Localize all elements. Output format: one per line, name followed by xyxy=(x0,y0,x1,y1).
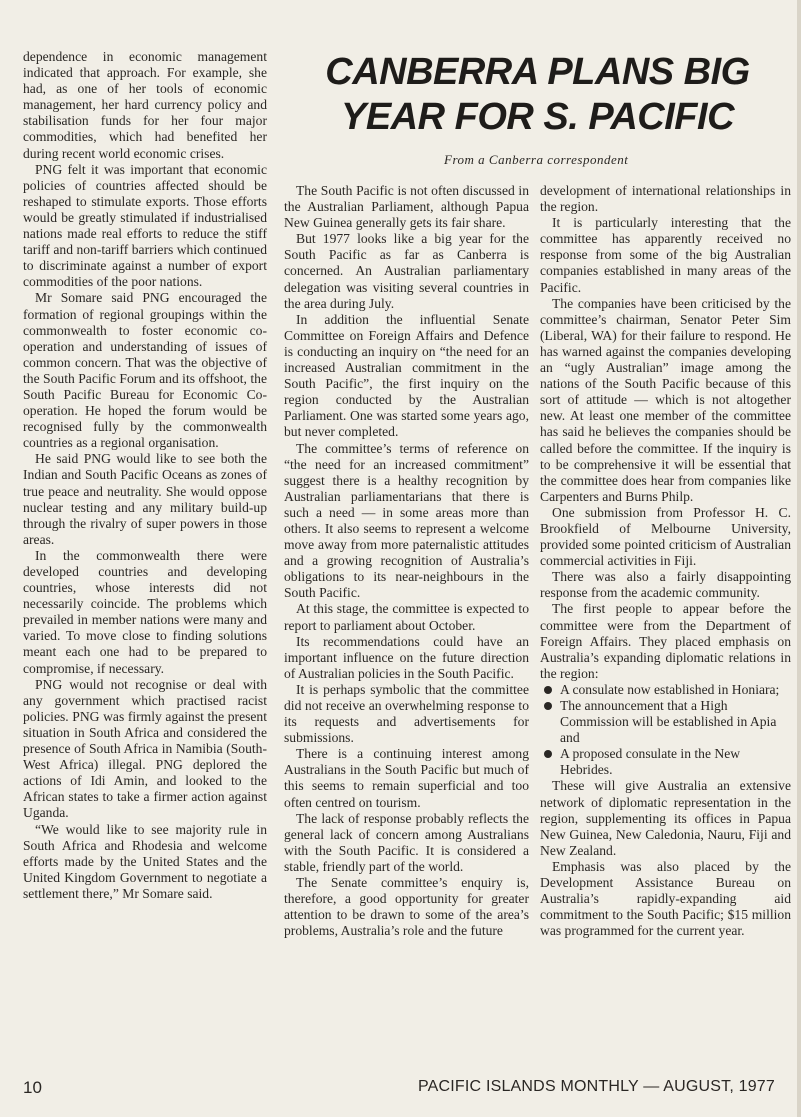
byline: From a Canberra correspondent xyxy=(444,152,629,167)
paragraph: He said PNG would like to see both the Indian and South Pacific Oceans as zones of true peace and neutrality. She would oppose nuclear testing and any military build-up through the rivalry of super powers in those areas. xyxy=(23,451,267,547)
paragraph: There was also a fairly disappointing response from the academic community. xyxy=(540,569,791,601)
paragraph: The South Pacific is not often discussed in the Australian Parliament, although Papua New Guinea generally gets its fair share. xyxy=(284,183,529,231)
paragraph: development of international relationships in the region. xyxy=(540,183,791,215)
bullet-item: The announcement that a High Commission will be established in Apia and xyxy=(540,698,791,746)
paragraph: It is particularly interesting that the committee has apparently received no response from some of the big Australian companies established in many areas of the Pacific. xyxy=(540,215,791,295)
paragraph: In addition the influential Senate Committee on Foreign Affairs and Defence is conducting an inquiry on “the need for an increased Australian commitment in the South Pacific”, the first inquiry on the region conducted by the Australian Parliament. One was started some years ago, but never completed. xyxy=(284,311,529,440)
paragraph: The committee’s terms of reference on “the need for an increased commitment” suggest there is a healthy recognition by Australian parliamentarians that there is such a need — in some areas more than others. It also seems to represent a welcome move away from more paternalistic attitudes and a growing recognition of Australia’s obligations to its near-neighbours in the South Pacific. xyxy=(284,440,529,601)
column-1 xyxy=(23,49,267,902)
paragraph: “We would like to see majority rule in South Africa and Rhodesia and welcome efforts made by the United States and the United Kingdom Government to negotiate a settlement there,” Mr Somare said. xyxy=(23,821,267,901)
bullet-list xyxy=(540,682,791,779)
paragraph: In the commonwealth there were developed countries and developing countries, whose interests did not necessarily coincide. The problems which prevailed in member nations were many and varied. To move close to finding solutions meant each one had to be prepared to compromise, if necessary. xyxy=(23,547,267,676)
paragraph: Its recommendations could have an important influence on the future direction of Australian policies in the South Pacific. xyxy=(284,633,529,681)
paragraph: Mr Somare said PNG encouraged the formation of regional groupings within the commonwealth to foster economic co-operation and understanding of issues of common concern. That was the objective of the South Pacific Forum and its offshoot, the South Pacific Bureau for Economic Co-operation. He hoped the forum would be recognised fully by the commonwealth countries as a regional organisation. xyxy=(23,290,267,451)
paragraph: The Senate committee’s enquiry is, therefore, a good opportunity for greater attention to be drawn to some of the area’s problems, Australia’s role and the future xyxy=(284,875,529,939)
column-2 xyxy=(284,183,529,939)
paragraph: The first people to appear before the committee were from the Department of Foreign Affairs. They placed emphasis on Australia’s expanding diplomatic relations in the region: xyxy=(540,601,791,681)
bullet-item: A proposed consulate in the New Hebrides. xyxy=(540,746,791,778)
paragraph: PNG felt it was important that economic policies of countries affected should be reshaped to stimulate exports. Those efforts would be greatly stimulated if industrialised nations made real efforts to reduce the stiff tariff and non-tariff barriers which continued to discriminate against a number of export commodities of the poor nations. xyxy=(23,161,267,290)
paragraph: At this stage, the committee is expected to report to parliament about October. xyxy=(284,601,529,633)
paragraph: Emphasis was also placed by the Development Assistance Bureau on Australia’s rapidly-expanding aid commitment to the South Pacific; $15 million was programmed for the current year. xyxy=(540,858,791,939)
column-3 xyxy=(540,183,791,939)
paragraph: One submission from Professor H. C. Brookfield of Melbourne University, provided some pointed criticism of Australian commercial activities in Fiji. xyxy=(540,504,791,569)
paragraph: It is perhaps symbolic that the committee did not receive an overwhelming response to its requests and advertisements for submissions. xyxy=(284,681,529,746)
bullet-item: A consulate now established in Honiara; xyxy=(540,682,791,698)
paragraph: But 1977 looks like a big year for the South Pacific as far as Canberra is concerned. An Australian parliamentary delegation was visiting several countries in the area during July. xyxy=(284,231,529,311)
paragraph: The lack of response probably reflects the general lack of concern among Australians with the South Pacific. It is considered a stable, friendly part of the world. xyxy=(284,810,529,874)
page-edge xyxy=(797,0,801,1117)
page-number: 10 xyxy=(23,1078,42,1097)
paragraph: There is a continuing interest among Australians in the South Pacific but much of this seems to remain superficial and too often centred on tourism. xyxy=(284,746,529,810)
paragraph: PNG would not recognise or deal with any government which practised racist policies. PNG was firmly against the present situation in South Africa and considered the presence of South Africa in Namibia (South-West Africa) illegal. PNG deplored the actions of Idi Amin, and looked to the African states to take a firmer action against Uganda. xyxy=(23,676,267,821)
paragraph: dependence in economic management indicated that approach. For example, she had, as one of her tools of economic management, her hard currency policy and stabilisation funds for her four major commodities, which had benefited her during recent world economic crises. xyxy=(23,49,267,161)
paragraph: The companies have been criticised by the committee’s chairman, Senator Peter Sim (Liberal, WA) for their failure to respond. He has warned against the companies developing an “ugly Australian” image among the nations of the South Pacific because of this sort of attitude — which is not altogether new. At least one member of the committee has said he believes the companies should be called before the committee. If the inquiry is to be comprehensive it will be essential that the committee does hear from companies like Carpenters and Burns Philp. xyxy=(540,295,791,504)
headline: CANBERRA PLANS BIG YEAR FOR S. PACIFIC xyxy=(325,51,750,138)
paragraph: These will give Australia an extensive network of diplomatic representation in the region, supplementing its offices in Papua New Guinea, New Caledonia, Nauru, Fiji and New Zealand. xyxy=(540,778,791,858)
publication-footer: PACIFIC ISLANDS MONTHLY — AUGUST, 1977 xyxy=(417,1078,775,1095)
